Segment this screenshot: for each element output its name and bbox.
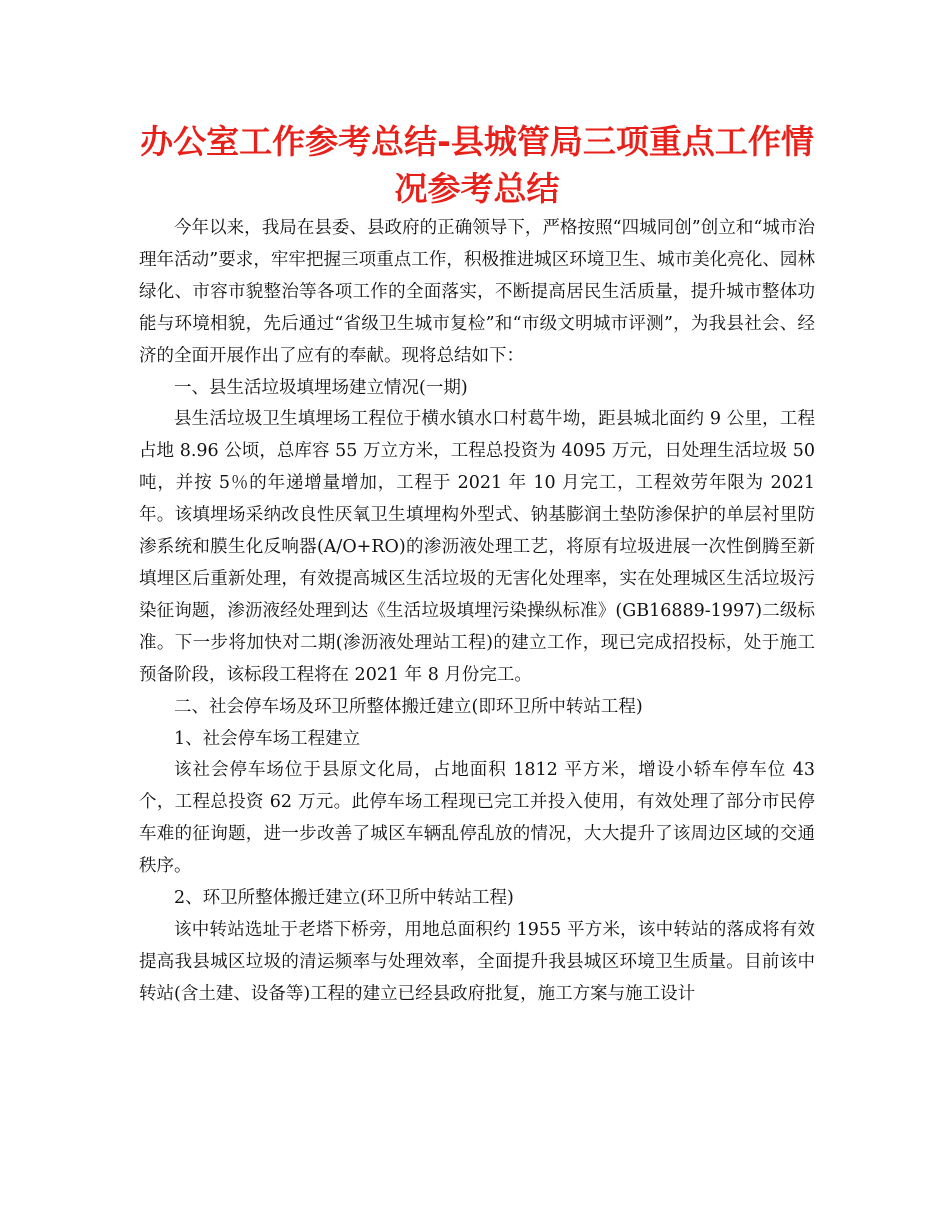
paragraph-intro: 今年以来，我局在县委、县政府的正确领导下，严格按照“四城同创”创立和“城市治理年活动”要求，牢牢把握三项重点工作，积极推进城区环境卫生、城市美化亮化、园林绿化、市容市貌整治等各项工作的全面落实，不断提高居民生活质量，提升城市整体功能与环境相貌，先后通过“省级卫生城市复检”和“市级文明城市评测”，为我县社会、经济的全面开展作出了应有的奉献。现将总结如下： xyxy=(139,218,815,366)
document-title: 办公室工作参考总结-县城管局三项重点工作情况参考总结 xyxy=(140,122,814,208)
paragraph-parking: 该社会停车场位于县原文化局，占地面积 1812 平方米，增设小轿车停车位 43 个，工程总投资 62 万元。此停车场工程现已完工并投入使用，有效处理了部分市民停车难的征询题，进一步改善了城区车辆乱停乱放的情况，大大提升了该周边区域的交通秩序。 xyxy=(139,760,815,877)
section-heading-parking-relocation: 二、社会停车场及环卫所整体搬迁建立(即环卫所中转站工程) xyxy=(174,696,643,717)
paragraph-landfill: 县生活垃圾卫生填埋场工程位于横水镇水口村葛牛坳，距县城北面约 9 公里，工程占地 8.96 公顷，总库容 55 万立方米，工程总投资为 4095 万元，日处理生活垃圾 50 吨，并按 5％的年递增量增加，工程于 2021 年 10 月完工，工程效劳年限为 2021 年。该填埋场采纳改良性厌氧卫生填埋构外型式、钠基膨润土垫防渗保护的单层衬里防渗系统和膜生化反响器(A/O+RO)的渗沥液处理工艺，将原有垃圾进展一次性倒腾至新填埋区后重新处理，有效提高城区生活垃圾的无害化处理率，实在处理城区生活垃圾污染征询题，渗沥液经处理到达《生活垃圾填埋污染操纵标准》(GB16889-1997)二级标准。下一步将加快对二期(渗沥液处理站工程)的建立工作，现已完成招投标，处于施工预备阶段，该标段工程将在 2021 年 8 月份完工。 xyxy=(139,409,815,685)
section-heading-landfill: 一、县生活垃圾填埋场建立情况(一期) xyxy=(174,377,468,398)
paragraph-transfer-station: 该中转站选址于老塔下桥旁，用地总面积约 1955 平方米，该中转站的落成将有效提高我县城区垃圾的清运频率与处理效率，全面提升我县城区环境卫生质量。目前该中转站(含土建、设备等)工程的建立已经县政府批复，施工方案与施工设计 xyxy=(139,919,815,1004)
subsection-heading-parking: 1、社会停车场工程建立 xyxy=(174,728,361,749)
document-body xyxy=(139,213,815,1011)
subsection-heading-transfer-station: 2、环卫所整体搬迁建立(环卫所中转站工程) xyxy=(174,888,514,909)
